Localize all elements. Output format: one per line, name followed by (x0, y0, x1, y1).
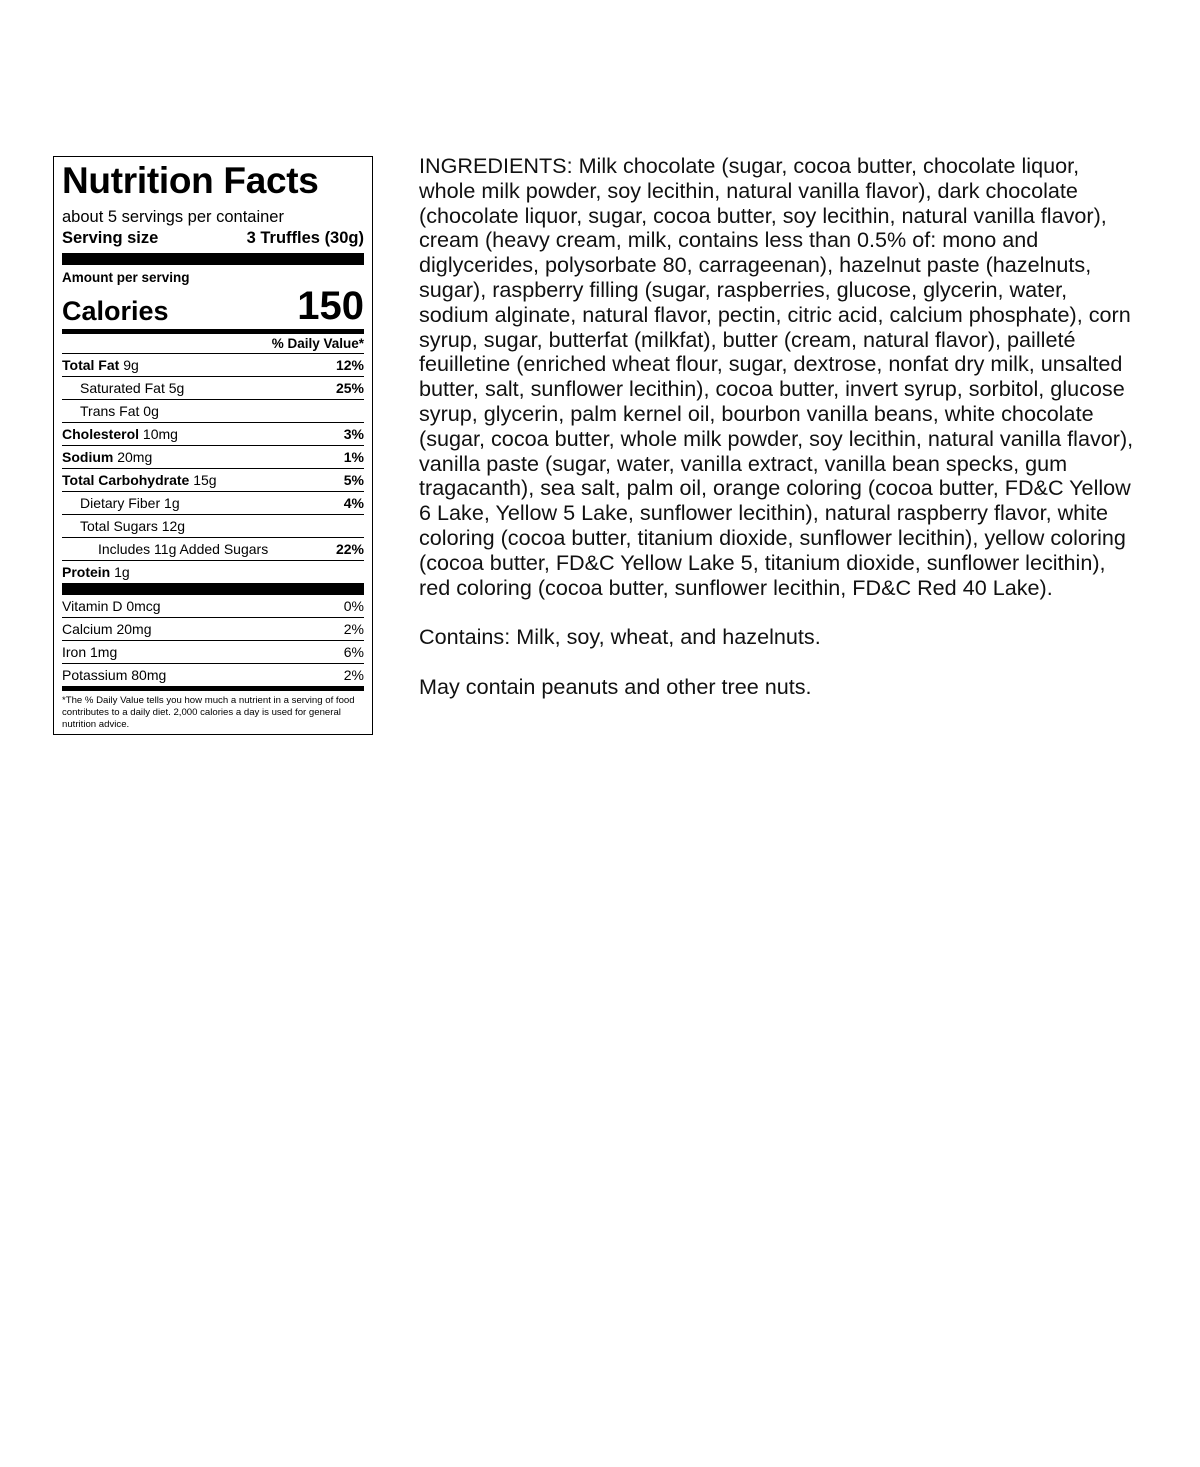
nutrient-pct: 3% (343, 426, 364, 442)
nutrient-name: Dietary Fiber (80, 495, 161, 511)
vitamin-row-vitamin-d (62, 595, 364, 618)
serving-size-row (62, 227, 364, 249)
vitamin-amount: 20mg (116, 621, 152, 637)
nutrient-row-total-carbohydrate (62, 469, 364, 492)
nutrient-name: Saturated Fat (80, 380, 165, 396)
vitamin-name: Calcium (62, 621, 113, 637)
nutrient-amount: 10mg (142, 426, 178, 442)
nutrient-pct: 5% (343, 472, 364, 488)
footnote-divider (62, 686, 364, 691)
nutrient-amount: 15g (193, 472, 217, 488)
vitamin-pct: 6% (343, 644, 364, 660)
vitamin-amount: 1mg (90, 644, 118, 660)
nutrition-facts-title: Nutrition Facts (62, 160, 319, 201)
serving-size-value: 3 Truffles (30g) (246, 229, 364, 247)
nutrient-pct: 25% (335, 380, 364, 396)
nutrient-row-sodium (62, 446, 364, 469)
nutrient-row-dietary-fiber (62, 492, 364, 515)
calories-label: Calories (62, 296, 169, 326)
ingredients-text: INGREDIENTS: Milk chocolate (sugar, cocoa butter, chocolate liquor, whole milk powder, soy lecithin, natural vanilla flavor), dark chocolate (chocolate liquor, sugar, cocoa butter, soy lecithin, natural vanilla flavor), cream (heavy cream, milk, contains less than 0.5% of: mono and diglycerides, polysorbate 80, carrageenan), hazelnut paste (hazelnuts, sugar), raspberry filling (sugar, raspberries, glucose, glycerin, water, sodium alginate, natural flavor, pectin, citric acid, calcium phosphate), corn syrup, sugar, butterfat (milkfat), butter (cream, natural flavor), pailleté feuilletine (enriched wheat flour, sugar, dextrose, nonfat dry milk, unsalted butter, salt, sunflower lecithin), cocoa butter, invert syrup, sorbitol, glucose syrup, glycerin, palm kernel oil, bourbon vanilla beans, white chocolate (sugar, cocoa butter, whole milk powder, soy lecithin, natural vanilla flavor), vanilla paste (sugar, water, vanilla extract, vanilla bean specks, gum tragacanth), sea salt, palm oil, orange coloring (cocoa butter, FD&C Yellow 6 Lake, Yellow 5 Lake, sunflower lecithin), natural raspberry flavor, white coloring (cocoa butter, titanium dioxide, sunflower lecithin), yellow coloring (cocoa butter, FD&C Yellow Lake 5, titanium dioxide, sunflower lecithin), red coloring (cocoa butter, sunflower lecithin, FD&C Red 40 Lake). (419, 153, 1134, 600)
nutrient-amount: 12g (161, 518, 186, 534)
nutrient-pct: 1% (343, 449, 364, 465)
daily-value-footnote: *The % Daily Value tells you how much a nutrient in a serving of food contributes to a daily diet. 2,000 calories a day is used for general nutrition advice. (62, 695, 355, 730)
nutrient-name: Total Carbohydrate (62, 472, 190, 488)
servings-per-container: about 5 servings per container (62, 208, 284, 226)
amount-per-serving: Amount per serving (62, 270, 190, 285)
nutrient-amount: 1g (114, 564, 130, 580)
nutrient-row-total-sugars (62, 515, 364, 538)
nutrient-name: Includes 11g Added Sugars (98, 541, 269, 557)
nutrient-name: Total Sugars (80, 518, 158, 534)
nutrient-name: Protein (62, 564, 111, 580)
nutrient-name: Trans Fat (80, 403, 140, 419)
vitamin-amount: 0mcg (126, 598, 161, 614)
vitamin-row-potassium (62, 664, 364, 686)
vitamin-row-iron (62, 641, 364, 664)
vitamin-pct: 2% (343, 621, 364, 637)
nutrient-amount: 9g (123, 357, 139, 373)
vitamin-name: Iron (62, 644, 87, 660)
nutrient-row-cholesterol (62, 423, 364, 446)
nutrient-amount: 5g (168, 380, 185, 396)
nutrient-pct: 22% (335, 541, 364, 557)
nutrition-facts-panel (53, 156, 373, 735)
vitamin-name: Potassium (62, 667, 128, 683)
nutrient-amount: 1g (164, 495, 180, 511)
nutrient-amount: 20mg (117, 449, 153, 465)
vitamin-name: Vitamin D (62, 598, 123, 614)
thick-divider (62, 583, 364, 595)
calories-value: 150 (297, 284, 364, 328)
daily-value-header: % Daily Value* (62, 334, 364, 354)
nutrient-row-total-fat (62, 354, 364, 377)
vitamin-pct: 0% (343, 598, 364, 614)
nutrient-amount: 0g (143, 403, 159, 419)
allergen-contains: Contains: Milk, soy, wheat, and hazelnuts. (419, 624, 821, 650)
ingredients-block (419, 154, 1134, 700)
nutrient-row-trans-fat (62, 400, 364, 423)
serving-size-label: Serving size (62, 229, 159, 247)
vitamin-row-calcium (62, 618, 364, 641)
nutrient-row-added-sugars (62, 538, 364, 561)
thick-divider (62, 253, 364, 265)
nutrient-row-saturated-fat (62, 377, 364, 400)
nutrient-name: Sodium (62, 449, 114, 465)
nutrient-pct: 12% (335, 357, 364, 373)
nutrient-row-protein (62, 561, 364, 583)
vitamin-pct: 2% (343, 667, 364, 683)
calories-row (62, 286, 364, 326)
nutrient-name: Cholesterol (62, 426, 140, 442)
nutrient-pct: 4% (343, 495, 364, 511)
allergen-may-contain: May contain peanuts and other tree nuts. (419, 673, 812, 699)
vitamin-amount: 80mg (131, 667, 167, 683)
nutrient-name: Total Fat (62, 357, 120, 373)
